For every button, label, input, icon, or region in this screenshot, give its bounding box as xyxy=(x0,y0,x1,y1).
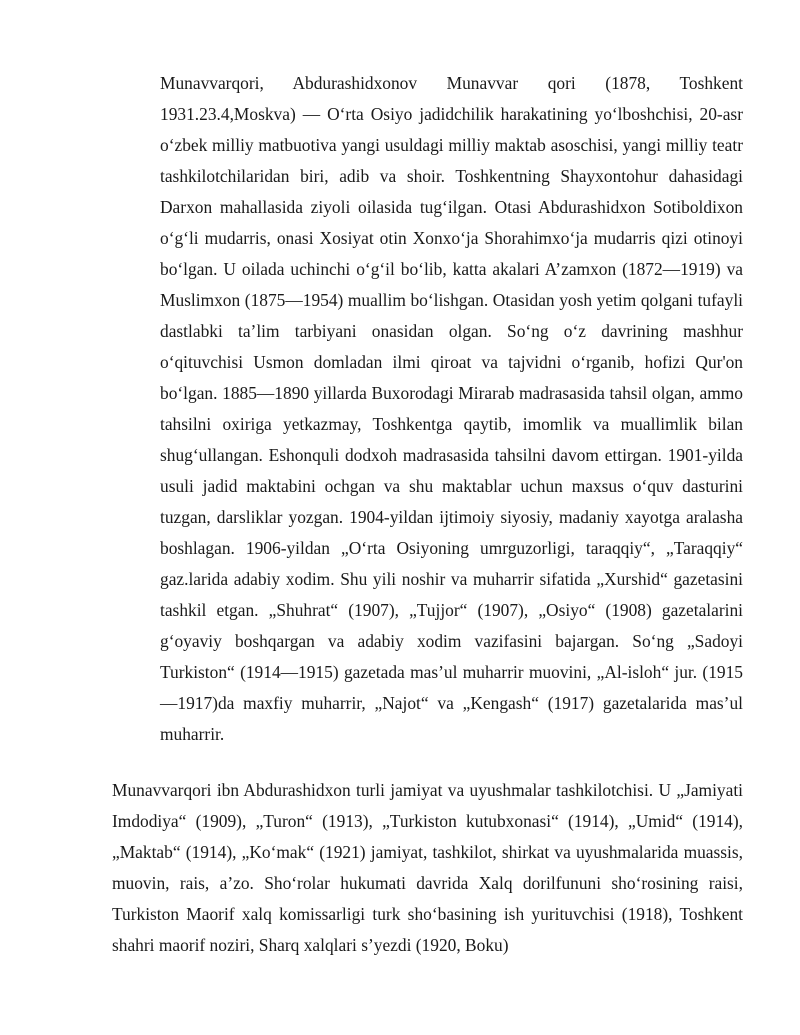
biography-paragraph-2: Munavvarqori ibn Abdurashidxon turli jamiyat va uyushmalar tashkilotchisi. U „Jamiyati Imdodiya“ (1909), „Turon“ (1913), „Turkiston kutubxonasi“ (1914), „Umid“ (1914), „Maktab“ (1914), „Ko‘mak“ (1921) jamiyat, tashkilot, shirkat va uyushmalarida muassis, muovin, rais, a’zo. Sho‘rolar hukumati davrida Xalq dorilfununi sho‘rosining raisi, Turkiston Maorif xalq komissarligi turk sho‘basining ish yurituvchisi (1918), Toshkent shahri maorif noziri, Sharq xalqlari s’yezdi (1920, Boku) xyxy=(112,780,743,955)
biography-paragraph-1: Munavvarqori, Abdurashidxonov Munavvar qori (1878, Toshkent 1931.23.4,Moskva) — O‘rta Osiyo jadidchilik harakatining yo‘lboshchisi, 20-asr o‘zbek milliy matbuotiva yangi usuldagi milliy maktab asoschisi, yangi milliy teatr tashkilotchilaridan biri, adib va shoir. Toshkentning Shayxontohur dahasidagi Darxon mahallasida ziyoli oilasida tug‘ilgan. Otasi Abdurashidxon Sotiboldixon o‘g‘li mudarris, onasi Xosiyat otin Xonxo‘ja Shorahimxo‘ja mudarris qizi otinoyi bo‘lgan. U oilada uchinchi o‘g‘il bo‘lib, katta akalari A’zamxon (1872—1919) va Muslimxon (1875—1954) muallim bo‘lishgan. Otasidan yosh yetim qolgani tufayli dastlabki ta’lim tarbiyani onasidan olgan. So‘ng o‘z davrining mashhur o‘qituvchisi Usmon domladan ilmi qiroat va tajvidni o‘rganib, hofizi Qur'on bo‘lgan. 1885—1890 yillarda Buxorodagi Mirarab madrasasida tahsil olgan, ammo tahsilni oxiriga yetkazmay, Toshkentga qaytib, imomlik va muallimlik bilan shug‘ullangan. Eshonquli dodxoh madrasasida tahsilni davom ettirgan. 1901-yilda usuli jadid maktabini ochgan va shu maktablar uchun maxsus o‘quv dasturini tuzgan, darsliklar yozgan. 1904-yildan ijtimoiy siyosiy, madaniy xayotga aralasha boshlagan. 1906-yildan „O‘rta Osiyoning umrguzorligi, taraqqiy“, „Taraqqiy“ gaz.larida adabiy xodim. Shu yili noshir va muharrir sifatida „Xurshid“ gazetasini tashkil etgan. „Shuhrat“ (1907), „Tujjor“ (1907), „Osiyo“ (1908) gazetalarini g‘oyaviy boshqargan va adabiy xodim vazifasini bajargan. So‘ng „Sadoyi Turkiston“ (1914—1915) gazetada mas’ul muharrir muovini, „Al-isloh“ jur. (1915—1917)da maxfiy muharrir, „Najot“ va „Kengash“ (1917) gazetalarida mas’ul muharrir. xyxy=(160,73,743,744)
